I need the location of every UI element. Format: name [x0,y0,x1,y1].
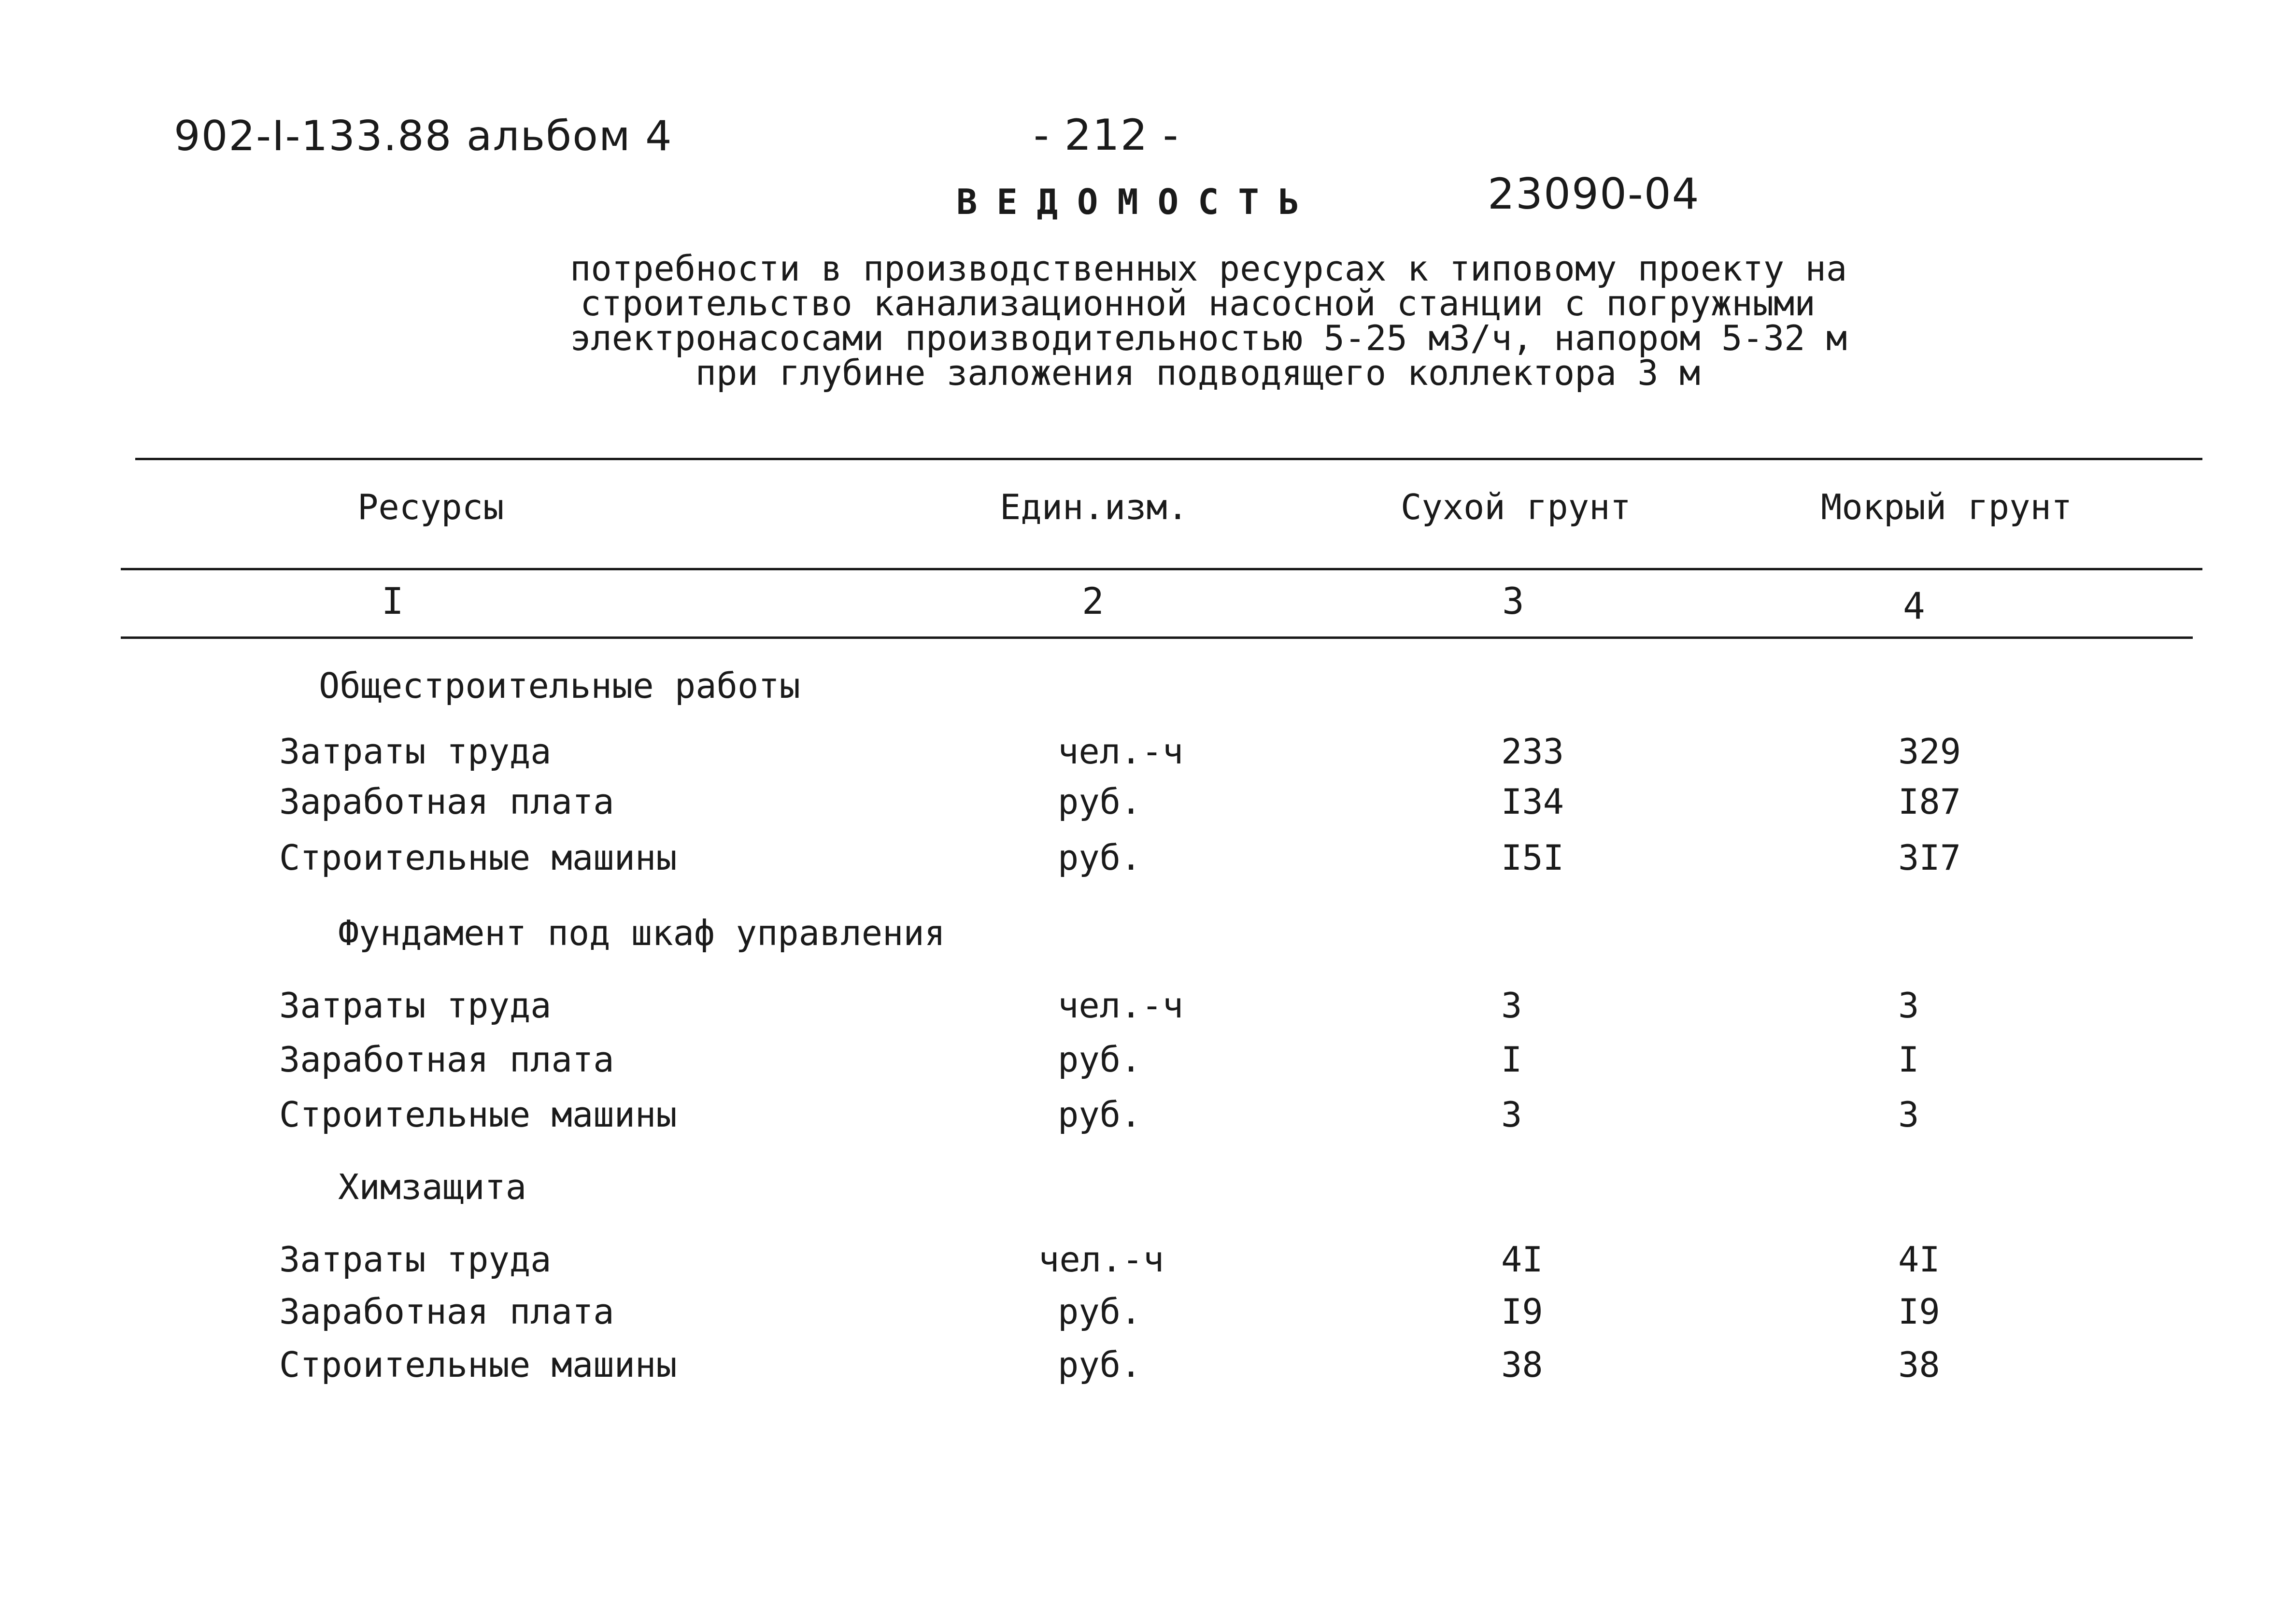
column-number: 2 [1082,579,1104,622]
subtitle-line: строительство канализационной насосной станции с погружными [580,283,1816,324]
table-row-dry: 38 [1501,1344,1543,1385]
table-row-resource: Строительные машины [279,1344,677,1385]
table-row-dry: I [1501,1039,1522,1080]
table-row-wet: I9 [1898,1291,1940,1332]
table-row-resource: Затраты труда [279,731,552,772]
table-row-unit: чел.-ч [1058,731,1184,772]
table-row-resource: Затраты труда [279,985,552,1026]
table-row-wet: 329 [1898,731,1961,772]
column-number: I [382,579,404,622]
table-row-dry: I9 [1501,1291,1543,1332]
table-row-resource: Строительные машины [279,837,677,878]
table-top-rule [135,458,2202,460]
table-row-dry: 3 [1501,985,1522,1026]
column-number: 3 [1502,579,1524,622]
table-row-resource: Заработная плата [279,1291,614,1332]
table-row-wet: 3 [1898,985,1919,1026]
table-row-dry: I5I [1501,837,1564,878]
table-number-rule [121,636,2193,639]
table-row-resource: Заработная плата [279,1039,614,1080]
page-number: - 212 - [1034,110,1179,160]
subtitle-line: электронасосами производительностью 5-25 м3/ч, напором 5-32 м [570,318,1847,358]
table-row-unit: руб. [1058,1094,1142,1135]
section-title: Химзащита [338,1167,527,1207]
table-row-dry: 233 [1501,731,1564,772]
table-row-dry: 3 [1501,1094,1522,1135]
section-title: Общестроительные работы [319,665,800,706]
table-row-unit: руб. [1058,1039,1142,1080]
table-row-wet: I87 [1898,781,1961,822]
table-row-unit: руб. [1058,1291,1142,1332]
table-row-wet: 38 [1898,1344,1940,1385]
table-row-resource: Затраты труда [279,1239,552,1280]
table-row-unit: чел.-ч [1058,985,1184,1026]
column-number: 4 [1903,584,1925,627]
table-row-unit: руб. [1058,837,1142,878]
subtitle-line: при глубине заложения подводящего коллектора 3 м [695,353,1701,393]
table-row-unit: руб. [1058,781,1142,822]
document-code: 902-I-133.88 альбом 4 [174,112,673,160]
sheet-code: 23090-04 [1488,169,1700,219]
column-header-unit: Един.изм. [1000,487,1189,527]
column-header-resources: Ресурсы [357,487,504,527]
document-title: ВЕДОМОСТЬ [956,182,1319,222]
document-subtitle [570,248,1847,393]
section-title: Фундамент под шкаф управления [338,913,946,953]
column-header-wet-soil: Мокрый грунт [1821,487,2072,527]
table-row-unit: чел.-ч [1038,1239,1164,1280]
table-row-wet: I [1898,1039,1919,1080]
table-row-unit: руб. [1058,1344,1142,1385]
table-row-resource: Заработная плата [279,781,614,822]
table-row-dry: I34 [1501,781,1564,822]
table-row-wet: 3 [1898,1094,1919,1135]
table-row-wet: 3I7 [1898,837,1961,878]
table-row-resource: Строительные машины [279,1094,677,1135]
table-row-dry: 4I [1501,1239,1543,1280]
table-row-wet: 4I [1898,1239,1940,1280]
subtitle-line: потребности в производственных ресурсах к типовому проекту на [570,248,1847,289]
table-header-rule [121,568,2202,570]
column-header-dry-soil: Сухой грунт [1401,487,1631,527]
